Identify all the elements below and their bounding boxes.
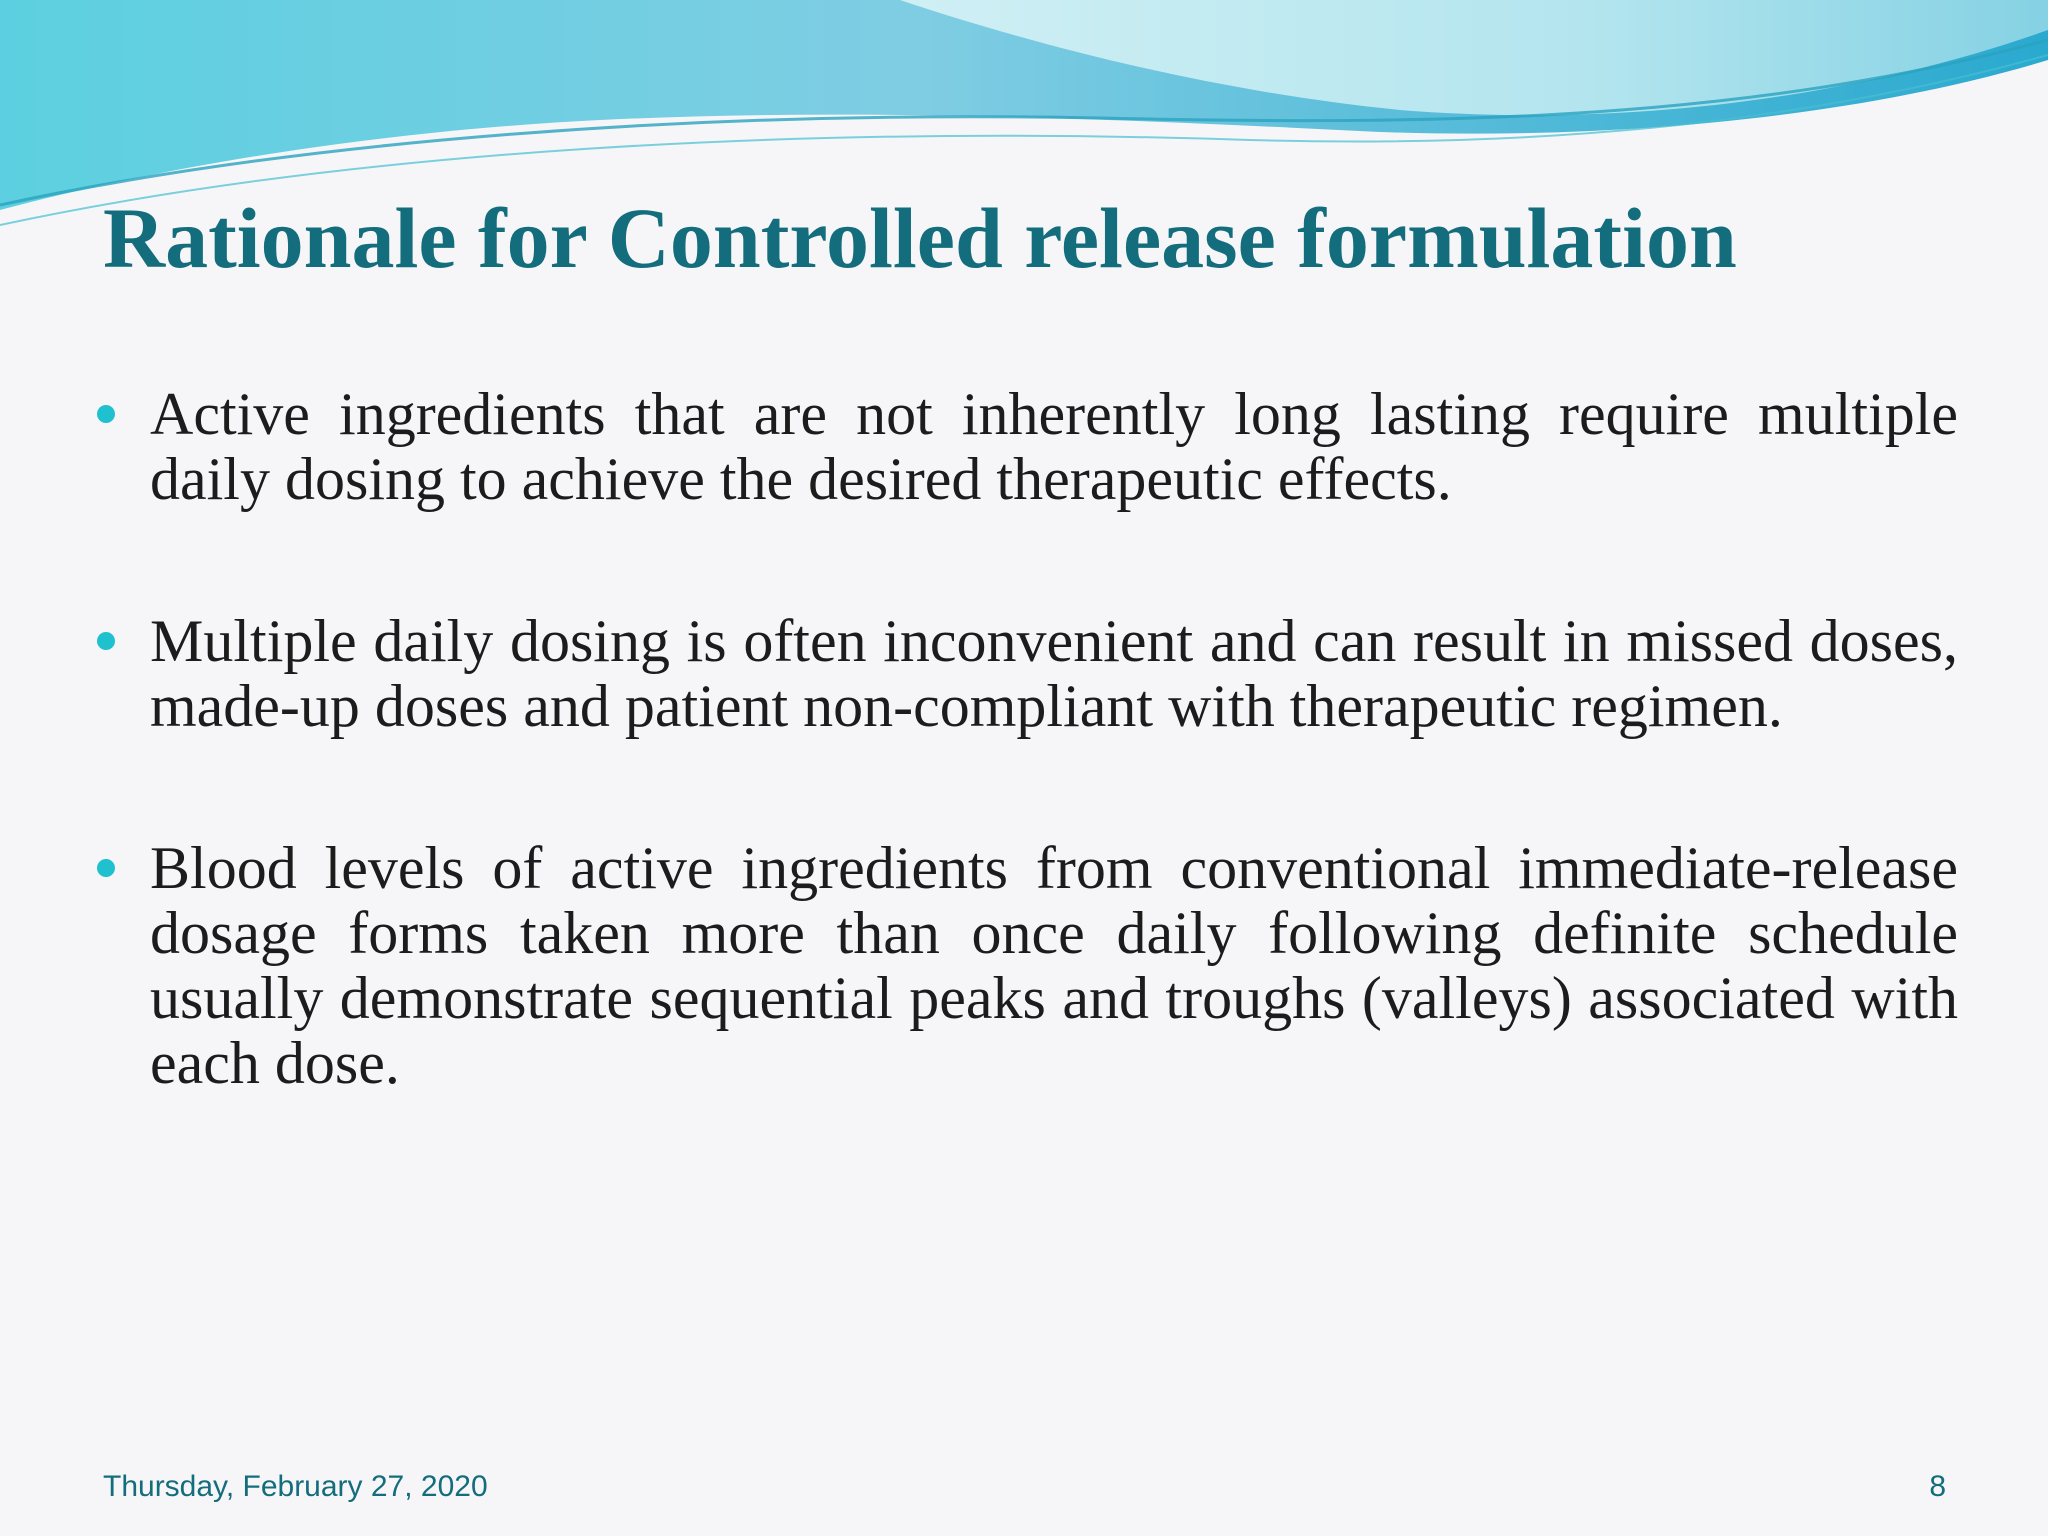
slide-title: Rationale for Controlled release formulation (103, 190, 1737, 286)
bullet-dot-icon (97, 632, 115, 650)
slide-number: 8 (1929, 1470, 1946, 1503)
bullet-dot-icon (97, 859, 115, 877)
bullet-item (150, 382, 1958, 512)
bullet-list (150, 382, 1958, 1096)
bullet-text: Blood levels of active ingredients from conventional immediate-release dosage forms taken more than once daily following definite schedule usually demonstrate sequential peaks and troughs (valleys) associated with each dose. (150, 835, 1958, 1096)
bullet-item (150, 609, 1958, 739)
footer-date: Thursday, February 27, 2020 (103, 1470, 488, 1503)
bullet-text: Multiple daily dosing is often inconvenient and can result in missed doses, made-up doses and patient non-compliant with therapeutic regimen. (150, 608, 1958, 739)
bullet-text: Active ingredients that are not inherently long lasting require multiple daily dosing to achieve the desired therapeutic effects. (150, 381, 1958, 512)
bullet-dot-icon (97, 405, 115, 423)
bullet-item (150, 836, 1958, 1096)
